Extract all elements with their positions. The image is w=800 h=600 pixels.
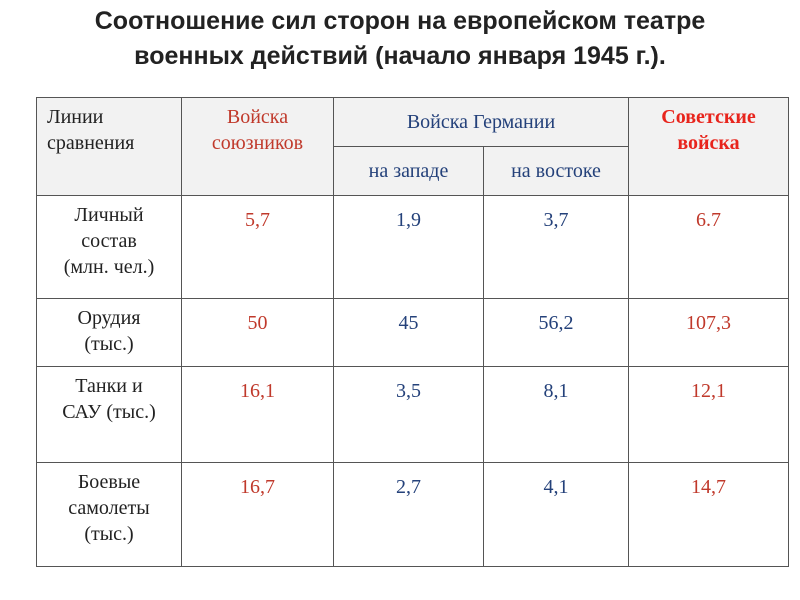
header-criteria-line-1: Линии [47,106,104,128]
cell-germany-east-guns: 56,2 [484,299,629,367]
row-label-personnel [37,196,182,299]
header-germany: Войска Германии [334,98,629,147]
cell-germany-east-personnel: 3,7 [484,196,629,299]
header-soviet [629,98,789,196]
header-germany-west: на западе [334,147,484,196]
table-row [37,196,789,299]
header-allies-line-1: Войска [226,106,289,128]
forces-comparison-table [36,97,789,567]
cell-germany-west-tanks: 3,5 [334,367,484,463]
cell-soviet-tanks: 12,1 [629,367,789,463]
cell-germany-west-guns: 45 [334,299,484,367]
cell-germany-east-aircraft: 4,1 [484,463,629,567]
row-label-line: Орудия [77,307,141,329]
header-allies-line-2: союзников [211,132,304,154]
table-row [37,367,789,463]
row-label-line: Танки и [75,375,143,397]
row-label-line: (тыс.) [84,333,134,355]
cell-allies-personnel: 5,7 [182,196,334,299]
cell-allies-aircraft: 16,7 [182,463,334,567]
header-allies [182,98,334,196]
page-title-line-2: военных действий (начало января 1945 г.). [134,42,666,70]
cell-germany-east-tanks: 8,1 [484,367,629,463]
cell-soviet-aircraft: 14,7 [629,463,789,567]
header-soviet-line-2: войска [677,132,740,154]
cell-allies-tanks: 16,1 [182,367,334,463]
row-label-line: (тыс.) [84,523,134,545]
page-title [0,4,800,74]
header-soviet-line-1: Советские [661,106,756,128]
row-label-line: самолеты [68,497,150,519]
cell-germany-west-personnel: 1,9 [334,196,484,299]
row-label-guns [37,299,182,367]
header-germany-east: на востоке [484,147,629,196]
row-label-tanks [37,367,182,463]
page-title-line-1: Соотношение сил сторон на европейском театре [94,7,706,35]
row-label-line: состав [81,230,137,252]
table-row [37,299,789,367]
row-label-aircraft [37,463,182,567]
row-label-line: Личный [74,204,144,226]
cell-soviet-guns: 107,3 [629,299,789,367]
row-label-line: (млн. чел.) [63,256,155,278]
table-row [37,463,789,567]
cell-germany-west-aircraft: 2,7 [334,463,484,567]
header-row-main [37,98,789,147]
cell-soviet-personnel: 6.7 [629,196,789,299]
header-criteria [37,98,182,196]
cell-allies-guns: 50 [182,299,334,367]
row-label-line: САУ (тыс.) [62,401,156,423]
row-label-line: Боевые [77,471,141,493]
header-criteria-line-2: сравнения [47,132,135,154]
